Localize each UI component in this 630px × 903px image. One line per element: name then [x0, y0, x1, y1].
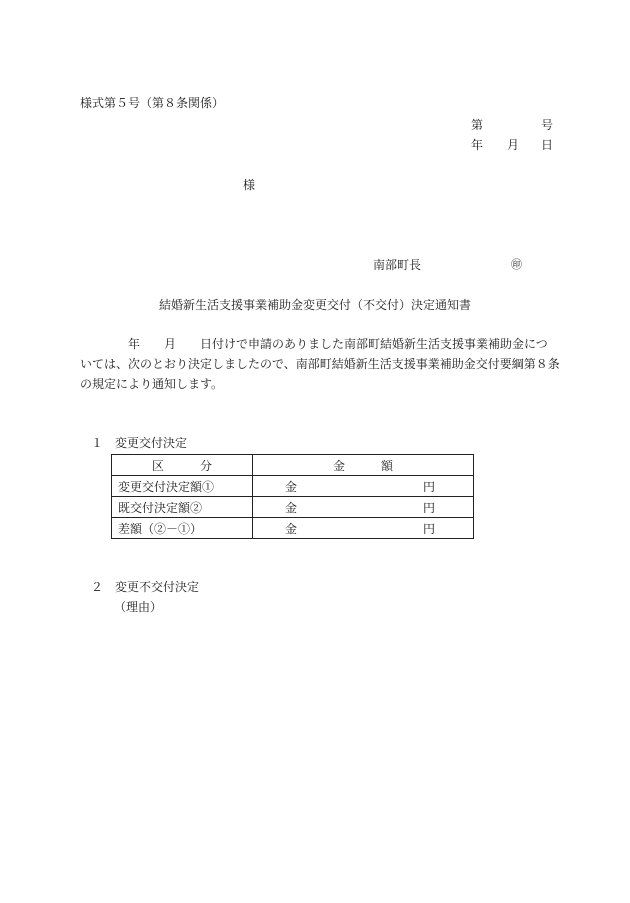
table-row	[112, 518, 474, 539]
row-amount	[253, 476, 474, 497]
issuer-name: 南部町長	[373, 258, 422, 272]
amount-prefix: 金	[285, 521, 298, 536]
amount-unit: 円	[422, 521, 435, 536]
recipient-honorific: 様	[243, 178, 256, 192]
table-row	[112, 497, 474, 518]
body-line-1: 年 月 日付けで申請のありました南部町結婚新生活支援事業補助金につ	[80, 337, 548, 351]
row-label: 変更交付決定額①	[112, 476, 253, 497]
reason-label: （理由）	[114, 600, 163, 614]
row-amount	[253, 518, 474, 539]
amount-unit: 円	[422, 479, 435, 494]
notice-body	[80, 334, 560, 394]
amount-unit: 円	[422, 500, 435, 515]
body-line-2: いては、次のとおり決定しましたので、南部町結婚新生活支援事業補助金交付要綱第８条	[80, 357, 560, 371]
seal-mark: ㊞	[511, 258, 522, 271]
date-year-label: 年	[471, 138, 484, 152]
table-header-category: 区 分	[112, 455, 253, 476]
amount-prefix: 金	[285, 479, 298, 494]
table-row	[112, 476, 474, 497]
row-label: 既交付決定額②	[112, 497, 253, 518]
section-1-heading: １ 変更交付決定	[91, 436, 188, 450]
body-line-3: の規定により通知します。	[80, 377, 224, 391]
table-header-amount: 金 額	[253, 455, 474, 476]
amount-prefix: 金	[285, 500, 298, 515]
document-title: 結婚新生活支援事業補助金変更交付（不交付）決定通知書	[158, 298, 471, 312]
table-header-row	[112, 455, 474, 476]
row-amount	[253, 497, 474, 518]
document-number-suffix: 号	[541, 118, 554, 132]
amount-table	[111, 454, 474, 539]
date-month-label: 月	[507, 138, 520, 152]
form-number: 様式第５号（第８条関係）	[80, 96, 225, 110]
date-day-label: 日	[541, 138, 554, 152]
row-label: 差額（②－①）	[112, 518, 253, 539]
document-number-label: 第	[471, 118, 484, 132]
section-2-heading: ２ 変更不交付決定	[91, 580, 200, 594]
